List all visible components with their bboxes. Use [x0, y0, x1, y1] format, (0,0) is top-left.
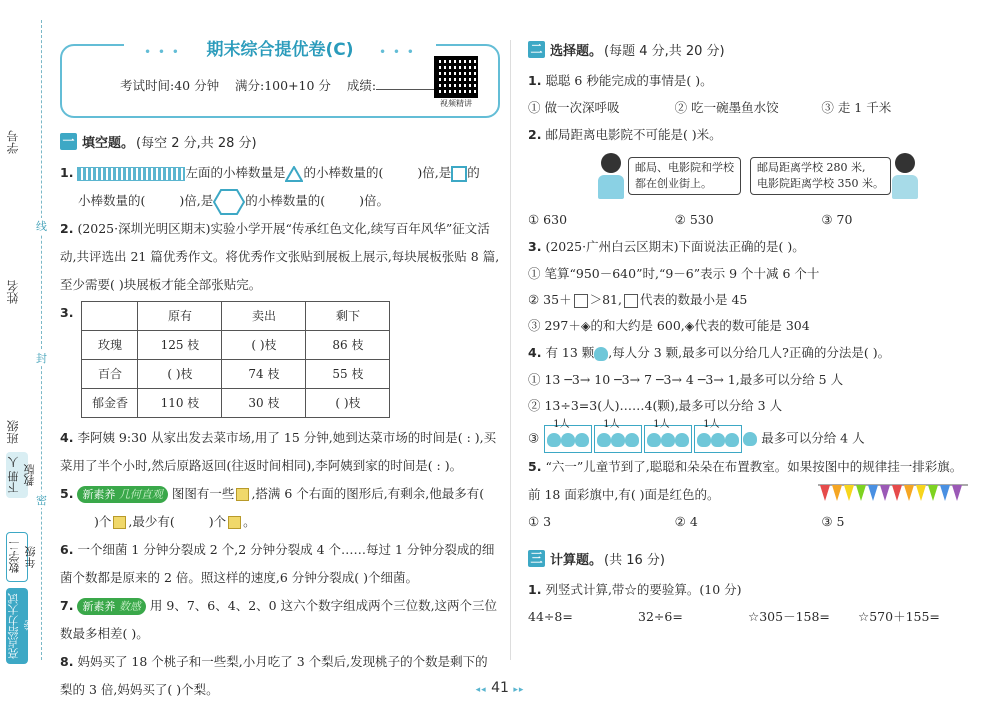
seal-char-3: 密	[36, 494, 47, 507]
option[interactable]: ② 35＋ ＞81, 代表的数最小是 45	[528, 292, 748, 307]
column-divider	[510, 40, 511, 660]
flower-table	[81, 301, 390, 418]
option[interactable]: ③ 297＋◈的和大约是 600,◈代表的数可能是 304	[528, 318, 810, 333]
section-3-note: (共 16 分)	[604, 553, 665, 568]
boy-illustration	[596, 153, 626, 199]
blank-box-icon	[624, 294, 638, 308]
option[interactable]: ③ 70	[821, 212, 853, 227]
calc-item[interactable]: 32÷6=	[638, 609, 683, 624]
group-box: 1人	[694, 425, 742, 453]
qr-code-icon	[434, 56, 478, 98]
table-header-row: 原有 卖出 剩下	[82, 302, 390, 331]
table-row: 玫瑰 125 枝 ( )枝 86 枝	[82, 331, 390, 360]
title-box: • • • 期末综合提优卷(C) • • • 考试时间:40 分钟 满分:100+10 分 成绩: 视频精讲	[60, 44, 500, 118]
question-2-4: 4. 有 13 颗 ,每人分 3 颗,最多可以分给几人?正确的分法是( )。	[528, 345, 891, 360]
exam-info	[120, 76, 436, 94]
section-3-number: 三	[528, 550, 545, 567]
option[interactable]: ② 吃一碗墨鱼水饺	[674, 100, 779, 115]
triangle-icon	[285, 166, 303, 182]
result-label: 成绩:	[346, 78, 377, 93]
section-1-header	[60, 132, 500, 151]
name-label: 姓名	[6, 280, 20, 304]
group-box: 1人	[644, 425, 692, 453]
option[interactable]: ③ 1人 1人 1人 1人 最多可以分给 4 人	[528, 425, 968, 453]
options-2-1	[528, 95, 968, 121]
score-label: 满分:100+10 分	[235, 78, 331, 93]
section-1-title: 填空题。	[82, 136, 135, 151]
qr-caption: 视频精讲	[440, 99, 472, 108]
cube-icon	[113, 516, 126, 529]
option[interactable]: ① 3	[528, 514, 552, 529]
question-1-6: 6. 一个细菌 1 分钟分裂成 2 个,2 分钟分裂成 4 个……每过 1 分钟分裂成的细菌个数都是原来的 2 倍。照这样的速度,6 分钟分裂成( )个细菌。	[60, 542, 495, 585]
question-1-2: 2. (2025·深圳光明区期末)实验小学开展“传承红色文化,续写百年风华”征文活动,共评选出 21 篇优秀作文。将优秀作文张贴到展板上展示,每块展板张贴 8 篇,至少需要( )块展板才能全部张贴完。	[60, 221, 500, 292]
question-1-5: 5. 新素养 几何直观 图图有一些 ,搭满 6 个右面的图形后,有剩余,他最多有()个 ,最少有( )个 。	[60, 486, 485, 529]
paper-title: 期末综合提优卷(C)	[196, 40, 363, 60]
binding-margin	[0, 0, 50, 707]
option[interactable]: ① 笔算“950－640”时,“9－6”表示 9 个十减 6 个十	[528, 266, 820, 281]
question-1-4: 4. 李阿姨 9:30 从家出发去菜市场,用了 15 分钟,她到达菜市场的时间是( : ),买菜用了半个小时,然后原路返回(往返时间相同),李阿姨到家的时间是( : )。	[60, 430, 497, 473]
option[interactable]: ② 4	[674, 514, 698, 529]
question-1-7: 7. 新素养 数感 用 9、7、6、4、2、0 这六个数字组成两个三位数,这两个三位数最多相差( )。	[60, 598, 498, 641]
student-id-label: 学号	[6, 130, 20, 154]
right-column	[528, 40, 968, 630]
question-1-1: 1. 左面的小棒数量是 的小棒数量的( )倍,是 的 小棒数量的( )倍,是 的小棒数量的( )倍。	[60, 159, 500, 215]
bunting-flags-image	[818, 483, 968, 507]
class-label: 班级	[6, 420, 20, 444]
question-2-5: 5. “六一”儿童节到了,聪聪和朵朵在布置教室。如果按图中的规律挂一排彩旗。前 18 面彩旗中,有( )面是红色的。	[528, 453, 968, 509]
page-number: ◂◂ 41 ▸▸	[475, 680, 525, 696]
qr-code[interactable]	[434, 56, 478, 108]
cube-icon	[236, 488, 249, 501]
section-1-number: 一	[60, 133, 77, 150]
question-2-1: 1. 聪聪 6 秒能完成的事情是( )。	[528, 73, 713, 88]
calc-item[interactable]: 44÷8=	[528, 609, 573, 624]
question-3-1: 1. 列竖式计算,带☆的要验算。(10 分)	[528, 582, 742, 597]
table-row: 郁金香 110 枝 30 枝 ( )枝	[82, 389, 390, 418]
speech-bubble-left: 邮局、电影院和学校 都在创业街上。	[628, 157, 741, 195]
calc-items	[528, 604, 968, 630]
option[interactable]: ① 做一次深呼吸	[528, 100, 620, 115]
section-3-title: 计算题。	[550, 553, 603, 568]
option[interactable]: ① 630	[528, 212, 568, 227]
dialogue-illustration	[528, 153, 968, 203]
option[interactable]: ③ 5	[821, 514, 845, 529]
edition-tag: 下册 人教版	[6, 452, 28, 498]
option[interactable]: ③ 走 1 千米	[821, 100, 892, 115]
girl-illustration	[890, 153, 920, 199]
option[interactable]: ① 13 ─3→ 10 ─3→ 7 ─3→ 4 ─3→ 1,最多可以分给 5 人	[528, 372, 844, 387]
blank-box-icon	[574, 294, 588, 308]
table-row: 百合 ( )枝 74 枝 55 枝	[82, 360, 390, 389]
question-1-3: 3. 原有 卖出 剩下 玫瑰 125 枝 ( )枝 86 枝 百合 ( )枝 74 枝 55 枝 郁金香 110 枝 30 枝 ( )枝	[60, 299, 500, 424]
sticks-image	[77, 167, 185, 181]
cube-icon	[228, 516, 241, 529]
option[interactable]: ② 13÷3=3(人)……4(颗),最多可以分给 3 人	[528, 398, 783, 413]
question-1-8: 8. 妈妈买了 18 个桃子和一些梨,小月吃了 3 个梨后,发现桃子的个数是剩下的梨的 3 倍,妈妈买了( )个梨。	[60, 654, 488, 697]
group-box: 1人	[544, 425, 592, 453]
options-2-5	[528, 509, 968, 535]
series-tag: 亮点给力大试卷	[6, 588, 28, 664]
section-2-note: (每题 4 分,共 20 分)	[604, 44, 725, 59]
cut-line	[41, 20, 42, 660]
question-2-3: 3. (2025·广州白云区期末)下面说法正确的是( )。	[528, 239, 805, 254]
section-2-title: 选择题。	[550, 44, 603, 59]
result-blank[interactable]	[376, 89, 436, 90]
section-3-header	[528, 549, 968, 568]
grade-tag: 数学二年级	[6, 532, 28, 582]
strawberry-icon	[594, 347, 608, 361]
speech-bubble-right: 邮局距离学校 280 米, 电影院距离学校 350 米。	[750, 157, 891, 195]
options-2-2	[528, 207, 968, 233]
square-icon	[451, 166, 467, 182]
option[interactable]: ② 530	[674, 212, 714, 227]
seal-char-1: 线	[36, 220, 47, 233]
section-2-header	[528, 40, 968, 59]
group-box: 1人	[594, 425, 642, 453]
section-2-number: 二	[528, 41, 545, 58]
section-1-note: (每空 2 分,共 28 分)	[136, 136, 257, 151]
question-2-2: 2. 邮局距离电影院不可能是( )米。	[528, 127, 722, 142]
time-label: 考试时间:40 分钟	[120, 78, 220, 93]
new-literacy-badge: 新素养 数感	[77, 598, 146, 615]
new-literacy-badge: 新素养 几何直观	[77, 486, 168, 503]
calc-item[interactable]: ☆570＋155=	[858, 609, 940, 624]
hexagon-icon	[213, 189, 245, 215]
calc-item[interactable]: ☆305－158=	[748, 609, 830, 624]
left-column	[60, 40, 500, 704]
seal-char-2: 封	[36, 352, 47, 365]
